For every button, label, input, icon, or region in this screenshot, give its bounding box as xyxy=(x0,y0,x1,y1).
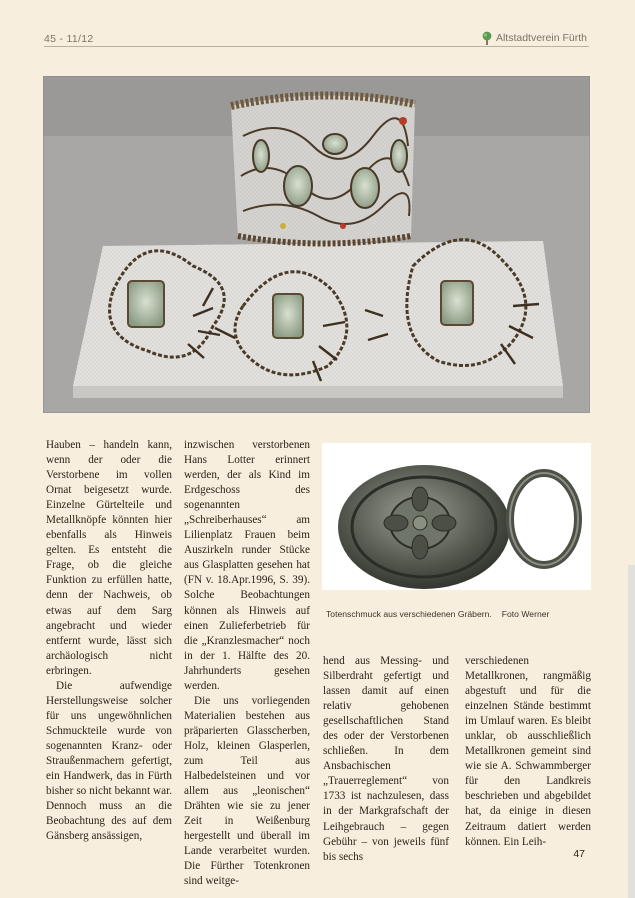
text-column-1 xyxy=(46,438,172,844)
paragraph: verschiedenen Metallkronen, rangmäßig abgestuft und für die einzelnen Stände bestimmt im Umlauf waren. Es bleibt unklar, ob ausschließlich Metallkronen gemeint sind wie sie A. Schwammberger für den Landkreis beschrieben und abgebildet hat, da einige in diesen Zeitraum datiert werden können. Ein Leih- xyxy=(465,655,591,848)
photo-illustration-right xyxy=(322,443,591,590)
paragraph: Hauben – handeln kann, wenn der oder die Verstorbene im vollen Ornat beigesetzt wurde. Einzelne Gürtelteile und Metallknöpfe könnten hier ebenfalls als Hinweis gelten. Es entsteht die Frage, ob die gleiche Funktion zu erfüllen hatte, denn der Nachweis, ob etwas auf dem Sarg angebracht und wieder entfernt wurde, lässt sich archäologisch nicht erbringen. xyxy=(46,439,172,677)
header-rule xyxy=(44,46,589,47)
paragraph: inzwischen verstorbenen Hans Lotter erinnert werden, der als Kind im Erdgeschoss des sogenannten „Schreiberhauses“ am Lilienplatz Frauen beim Auszirkeln runder Stücke aus Glasplatten gesehen hat (FN v. 18.Apr.1996, S. 39). Solche Beobachtungen können als Hinweis auf einen Zulieferbetrieb für die „Kranzlesmacher“ noch in der 1. Hälfte des 20. Jahrhunderts gesehen werden. xyxy=(184,439,310,692)
text-column-4 xyxy=(465,654,591,850)
paragraph: Die aufwendige Herstellungsweise solcher für uns ungewöhnlichen Schmuckteile wurde von sogenannten Kranz- oder Straußenmachern gefertigt, ein Handwerk, das in Fürth bisher so nicht bekannt war. Dennoch muss an die Beobachtung des auf dem Gänsberg ansässigen, xyxy=(46,679,172,843)
photo-funeral-jewelry xyxy=(43,76,590,413)
issue-number: 45 - 11/12 xyxy=(44,33,94,45)
publisher-name: Altstadtverein Fürth xyxy=(495,32,587,44)
paragraph: Die uns vorliegenden Materialien bestehen aus präparierten Glasscherben, Holz, kleinen Glasperlen, zum Teil aus Halbedelsteinen und vor allem aus „leonischen“ Drähten wie sie zu jener Zeit in Weißenburg hergestellt und überall im Lande verarbeitet wurden. Die Fürther Totenkronen sind weitge- xyxy=(184,694,310,888)
page-number: 47 xyxy=(573,848,585,860)
text-column-2 xyxy=(184,438,310,889)
photo-credit: Foto Werner xyxy=(501,609,550,619)
photo-grave-jewelry xyxy=(322,443,591,590)
figure-caption xyxy=(326,609,596,619)
publisher xyxy=(482,31,587,45)
margin-tab xyxy=(628,565,635,898)
text-column-3 xyxy=(323,654,449,865)
paragraph: hend aus Messing- und Silberdraht gefertigt und lassen damit auf einen relativ gehobenen gesellschaftlichen Stand des oder der Verstorbenen schließen. In dem Ansbachischen „Trauerreglement“ von 1733 ist nachzulesen, dass in der Markgrafschaft der Leihgebrauch – gegen Gebühr – von jeweils fünf bis sechs xyxy=(323,655,449,863)
tree-logo-icon xyxy=(482,31,492,45)
photo-illustration xyxy=(43,76,590,413)
caption-text: Totenschmuck aus verschiedenen Gräbern. xyxy=(326,609,492,619)
